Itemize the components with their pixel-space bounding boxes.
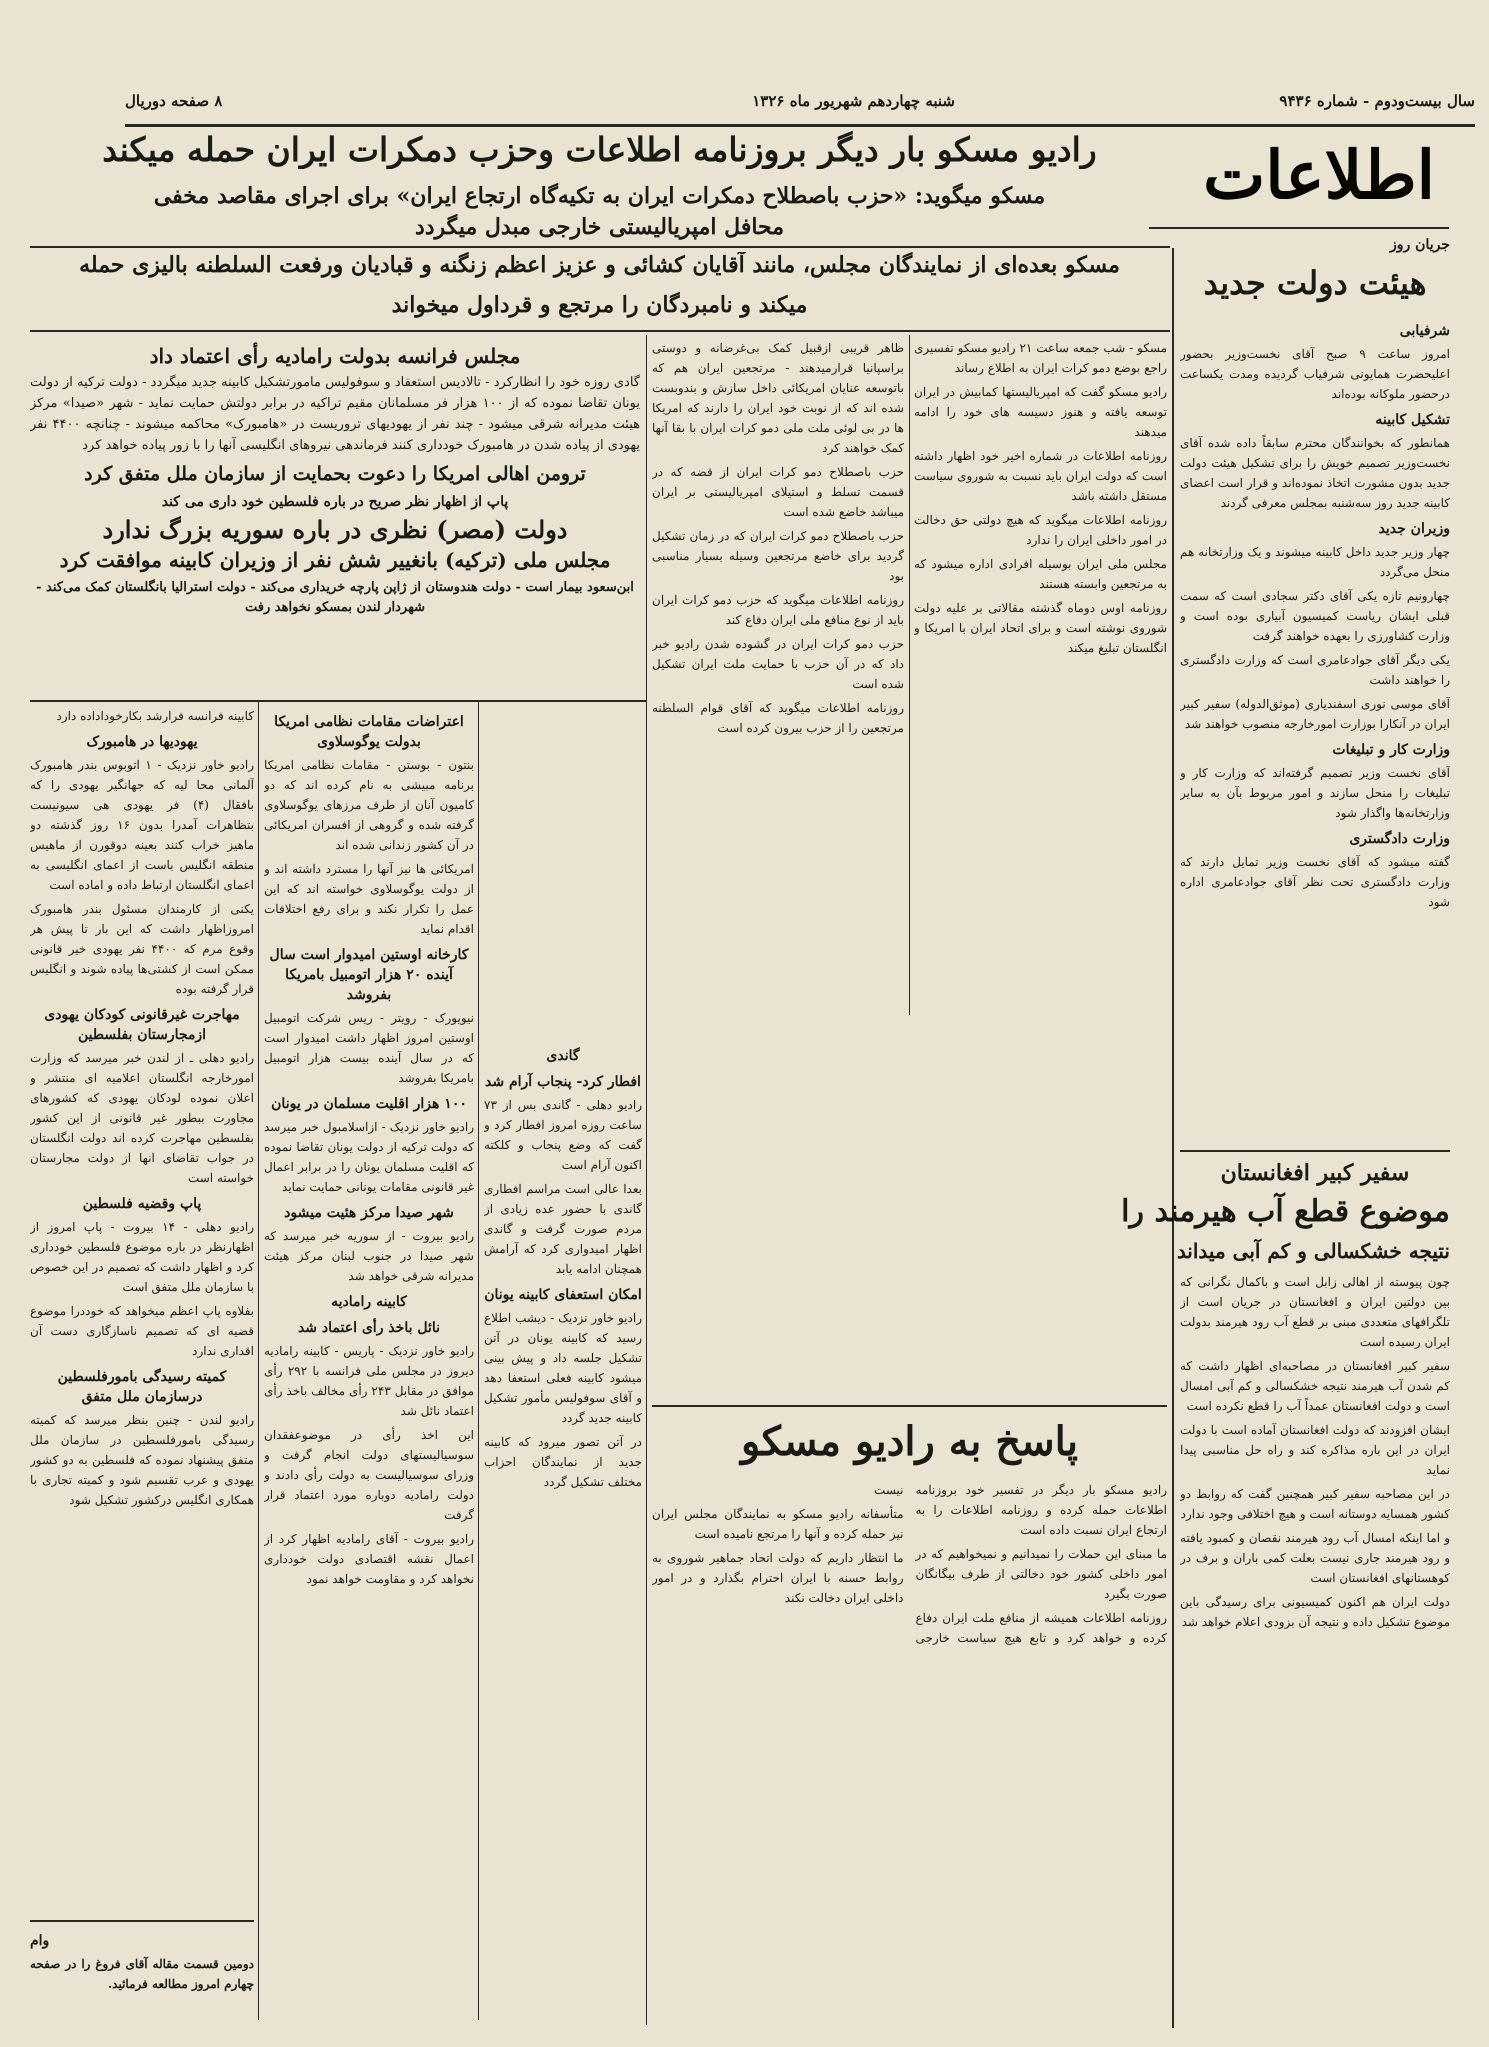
lead-headline: رادیو مسکو بار دیگر بروزنامه اطلاعات وحزب دمکرات ایران حمله میکند [102, 130, 1097, 169]
col-a-box-rule [30, 1920, 254, 1922]
column-rule-a [258, 700, 259, 2020]
right-title: هیئت دولت جدید [1203, 264, 1427, 302]
col-d-para-4: روزنامه اطلاعات میگوید که حزب دمو کرات ایران باید از نوع منافع ملی ایران دفاع کند [652, 593, 904, 627]
page-price: ۸ صفحه دوریال [125, 92, 223, 110]
lead-subhead-3: مسکو بعده‌ای از نمایندگان مجلس، مانند آقایان کشائی و عزیز اعظم زنگنه و قبادیان ورفعت السلطنه بالیزی حمله [79, 252, 1120, 278]
column-rule-e [909, 335, 910, 1015]
logo-rule [1149, 227, 1449, 229]
reply-para-3: روزنامه اطلاعات همیشه از منافع ملت ایران دفاع کرده و خواهد کرد و تابع هیچ سیاست خارجی نیست [874, 1483, 1167, 1645]
col-a-box-title: وام [30, 1933, 50, 1949]
col-b-headline-4: شهر صیدا مرکز هئیت میشود [284, 1205, 454, 1221]
col-e-para-4: روزنامه اطلاعات میگوید که هیچ دولتی حق دخالت در امور داخلی ایران را ندارد [914, 513, 1167, 547]
left-headline-6: ابن‌سعود بیمار است - دولت هندوستان از ژاپن پارچه خریداری می‌کند - دولت استرالیا بانگلستان کمک می‌کند - شهردار لندن بمسکو نخواهد رفت [36, 580, 634, 615]
col-b-headline-2: کارخانه اوستین امیدوار است سال آینده ۲۰ هزار اتومبیل بامریکا بفروشد [269, 947, 469, 1003]
right-sub-3: وزیران جدید [1378, 521, 1450, 537]
col-b-para-8: رادیو بیروت - آقای رامادیه اظهار کرد از اعمال نقشه اقتصادی دولت خودداری نخواهد کرد و مقاومت خواهد نمود [264, 1532, 474, 1586]
reply-rule [652, 1405, 1167, 1407]
lead-subhead-2: محافل امپریالیستی خارجی مبدل میگردد [414, 214, 785, 240]
right-para-2: همانطور که بخوانندگان محترم سابقاً داده‌ شده آقای نخست‌وزیر تصمیم خویش را برای تشکیل هیئت دولت جدید بدون مشورت اتخاذ نموده‌اند و قرار است اعضای کابینه جدید روز سه‌شنبه بمجلس معرفی گردند [1180, 436, 1450, 510]
col-c-para-1: رادیو دهلی - گاندی بس از ۷۳ ساعت روزه امروز افطار کرد و گفت که وضع پنجاب و کلکته اکنون آرام است [484, 1098, 642, 1172]
left-headline-4: دولت (مصر) نظری در باره سوریه بزرگ ندارد [102, 515, 568, 544]
col-e-para-5: مجلس ملی ایران بوسیله افرادی اداره میشود که به مرتجعین وابسته هستند [914, 557, 1167, 591]
col-c-headline-2: افطار کرد- پنجاب آرام شد [485, 1074, 641, 1090]
right-column-label: جریان روز [1390, 237, 1450, 253]
afghan-para-6: دولت ایران هم اکنون کمیسیونی برای رسیدگی باین موضوع تشکیل داده و نتیجه آن بزودی اعلام خواهد شد [1180, 1595, 1450, 1629]
col-a-headline-4: کمیته رسیدگی بامورفلسطین درسازمان ملل متفق [57, 1369, 227, 1405]
reply-body [652, 1480, 1167, 2015]
afghan-para-5: و اما اینکه امسال آب رود هیرمند نقصان و کمبود یافته و رود هیرمند جاری نیست بعلت کمی باران و برف در کوهستانهای افغانستان است [1180, 1531, 1450, 1585]
column-d [652, 338, 904, 1398]
right-para-1: امروز ساعت ۹ صبح آقای نخست‌وزیر بحضور اعلیحضرت همایونی شرفیاب گردیده ومدت یکساعت درحضور ملوکانه بوده‌اند [1180, 347, 1450, 401]
newspaper-logo: اطلاعات [1203, 136, 1435, 214]
col-e-para-6: روزنامه اوس دوماه گذشته مقالاتی بر علیه دولت شوروی نوشته است و برای اتحاد ایران با امریکا و انگلستان تبلیغ میکند [914, 601, 1167, 655]
left-headline-5: مجلس ملی (ترکیه) بانغییر شش نفر از وزیران کابینه موافقت کرد [59, 548, 611, 572]
masthead-rule [125, 124, 1475, 127]
col-a-para-1: رادیو خاور نزدیک - ۱ اتوبوس بندر هامبورک آلمانی محا لیه که جهانگیر یهودی را که بافقال (۴) فر یهودی هی‌ سیونیست بتظاهرات آمدرا بدون ۱۶ روز گذشته دو ماهیز خراب کنند بعینه دوقورن از ماهیس منطقه انگلیس باست از اعمای انگلیسی به اعمای انگلستان ارتباط داده و اماده است [30, 758, 254, 892]
col-b-para-4: رادیو خاور نزدیک - ازاسلامبول خبر میرسد که دولت ترکیه از دولت یونان تقاضا نموده که اقلیت مسلمان یونان را در برابر اعمال غیر قانونی مقامات یونانی حمایت نماید [264, 1120, 474, 1194]
col-a-headline-1: یهودیها در هامبورک [86, 734, 198, 750]
col-d-para-1: ظاهر قریبی ازقبیل کمک بی‌غرضانه و دوستی براسپانیا قرارمیدهند - مرتجعین ایران هم که باتوسعه عنایان امریکائی داخل سازش و بندوبست شده اند که از نوبت خود ایران را دارند که امریکا ها در بی لوئی ملت ملی دمو کرات ایران با بقا آنها کمک خواهند کرد [652, 341, 904, 455]
col-b-headline-1: اعتراضات مقامات نظامی امریکا بدولت یوگوسلاوی [274, 714, 464, 750]
col-c-headline-1: گاندی [546, 1048, 580, 1064]
col-a-para-3: رادیو دهلی ـ از لندن خبر میرسد که وزارت امورخارجه انگلستان اعلامیه ای منتشر و اعلان نموده لودکان یهودی که کشورهای مجاورت ببطور غیر قانونی از این کشور بفلسطین مهاجرت کرده اند دولت انگلستان در جواب تقاضای انها از دولت مجارستان خواسته است [30, 1051, 254, 1185]
right-sub-1: شرفیابی [1399, 323, 1450, 339]
right-para-6: آقای موسی نوری اسفندیاری (موثق‌الدوله) سفیر کبیر ایران در آنکارا بوزارت امورخارجه منصوب خواهند شد [1180, 697, 1450, 731]
right-sub-4: وزارت کار و تبلیغات [1332, 742, 1450, 758]
reply-para-2: ما مبنای این حملات را نمیدانیم و نمیخواهیم که در امور داخلی کشور خود دخالتی از طرف بیگانگان صورت بگیرد [915, 1547, 1167, 1601]
afghan-para-1: چون پیوسته از اهالی زابل است و باکمال نگرانی که بین دولتین ایران و افغانستان در جریان است از تلگرافهای متعددی مبنی بر قطع آب رود هیرمند بدولت ایران رسیده است [1180, 1275, 1450, 1349]
year-number: سال بیست‌ودوم - شماره ۹۴۳۶ [1279, 92, 1475, 110]
col-b-para-3: نیویورک - رویتر - ریس شرکت اتومبیل اوستین امروز اظهار داشت امیدوار است که در سال آینده بیست هزار اتومبیل بامریکا بفروشد [264, 1011, 474, 1085]
left-headline-2: ترومن اهالی امریکا را دعوت بحمایت از سازمان ملل متفق کرد [84, 463, 586, 485]
col-a-para-5: بفلاوه پاپ اعظم میخواهد که خوددرا موضوع قضیه ای که تصمیم ناسازگاری دست آن اقداری ندارد [30, 1304, 254, 1358]
left-headline-3: پاپ از اظهار نظر صریح در باره فلسطین خود داری می کند [161, 494, 509, 510]
reply-title: پاسخ به رادیو مسکو [741, 1418, 1078, 1465]
issue-date: شنبه چهاردهم شهریور ماه ۱۳۲۶ [752, 92, 955, 110]
right-para-8: گفته میشود که آقای نخست وزیر تمایل دارند که وزارت دادگستری تحت نظر آقای جوادعامری اداره شود [1180, 855, 1450, 909]
col-b-headline-3: ۱۰۰ هزار اقلیت مسلمان در یونان [271, 1096, 467, 1112]
col-a-para-4: رادیو دهلی - ۱۴ بیروت - پاپ امروز از اظهارنظر در باره موضوع فلسطین خودداری کرد و اظهار داشت که تصمیم در این خصوص با سازمان ملل متفق است [30, 1220, 254, 1294]
col-c-headline-3: امکان استعفای کابینه یونان [484, 1287, 642, 1303]
left-news-summary: گادی روزه خود را انظارکرد - تالادیس استعفاد و سوفولیس مامورتشکیل کابینه جدید میگردد - دولت ترکیه از دولت یونان تقاضا نموده که از ۱۰۰ هزار فر مسلمانان مقیم تراکیه در برابر دولتش حمایت نماید - شهر «صیدا» مرکز هیئت مدیرانه شرقی میشود - چند نفر از یهودیهای تروریست در «هامبورک» محاکمه میشوند - چنانچه ۴۴۰۰ نفر یهودی از پیاده شدن در هامبورک خودداری کنند فرماندهی نیروهای انگلیسی آنها را با زور پیاده خواهد کرد [30, 375, 640, 453]
col-a-box-text: دومین قسمت مقاله آقای فروغ را در صفحه چهارم امروز مطالعه فرمائید. [30, 1957, 254, 1991]
afghan-rule [1180, 1150, 1450, 1152]
col-b-headline-5: کابینه رامادیه [331, 1294, 407, 1310]
reply-para-4: متأسفانه رادیو مسکو به نمایندگان مجلس ایران نیز حمله کرده و آنها را مرتجع نامیده است [652, 1507, 904, 1541]
afghan-subtitle: نتیجه خشکسالی و کم آبی میداند [1176, 1239, 1450, 1263]
col-b-para-7: این اخذ رأی در موضوعفقدان سوسیالیستهای دولت انجام گرفت و وزرای سوسیالیست به دولت رأی دادند و دولت رامادیه دوباره مورد اعتماد قرار گرفت [264, 1428, 474, 1522]
col-c-para-3: رادیو خاور نزدیک - دیشب اطلاع رسید که کابینه یونان در آتن تشکیل جلسه داد و پیش بینی میشود کابینه فعلی استعفا دهد و آقای سوفولیس مأمور تشکیل کابینه جدید گردد [484, 1311, 642, 1425]
col-b-headline-6: نائل باخذ رأی اعتماد شد [297, 1320, 441, 1336]
right-column-body [1180, 315, 1450, 1135]
col-b-para-5: رادیو بیروت - از سوریه خبر میرسد که شهر صیدا در جنوب لبنان مرکز هیئت مدیرانه شرقی خواهد شد [264, 1229, 474, 1283]
col-e-para-2: رادیو مسکو گفت که امپریالیستها کمابیش در ایران توسعه یافته و هنوز دسیسه های خود را ادامه میدهند [914, 385, 1167, 439]
right-sub-2: تشکیل کابینه [1375, 412, 1450, 428]
afghan-para-4: در این مصاحبه سفیر کبیر همچنین گفت که روابط دو کشور همسایه دوستانه است و هیچ اختلافی وجود ندارد [1180, 1487, 1450, 1521]
col-e-para-1: مسکو - شب جمعه ساعت ۲۱ رادیو مسکو تفسیری راجع بوضع دمو کرات ایران به اطلاع رساند [914, 341, 1167, 375]
column-e [914, 338, 1167, 1398]
afghan-para-3: ایشان افزودند که دولت افغانستان آماده است با دولت ایران در این باره مذاکره کند و راه حل مناسبی پیدا نماید [1180, 1423, 1450, 1477]
afghan-para-2: سفیر کبیر افغانستان در مصاحبه‌ای اظهار داشت که کم شدن آب هیرمند نتیجه خشکسالی و کم آبی امسال است و دولت افغانستان عمداً آب را قطع نکرده است [1180, 1359, 1450, 1413]
column-a [30, 706, 254, 2006]
col-d-para-2: حزب باصطلاح دمو کرات ایران از قضه که در قسمت تسلط و استیلای امپریالیستی بر ایران میباشد خاضع شده است [652, 465, 904, 519]
col-b-para-2: امریکائی ها نیز آنها را مسترد داشته اند و از دولت یوگوسلاوی خواسته اند که این عمل را تکرار نکند و برای رفع اختلافات اقدام نماید [264, 862, 474, 936]
right-sub-5: وزارت دادگستری [1349, 831, 1450, 847]
afghan-title: موضوع قطع آب هیرمند را [1121, 1194, 1450, 1229]
right-para-5: یکی دیگر آقای جوادعامری است که وزارت دادگستری را خواهند داشت [1180, 653, 1450, 687]
col-a-headline-3: پاپ وقضیه فلسطین [82, 1196, 202, 1212]
right-para-4: چهارونیم تازه یکی آقای دکتر سجادی است که سمت قبلی ایشان ریاست کمیسیون آبیاری بوده است و وزارت کشاورزی را بعهده خواهند گرفت [1180, 589, 1450, 643]
col-b-para-1: بنتون - بوستن - مقامات نظامی امریکا برنامه مبیشی به نام کرده اند که دو کامیون آنان از طرف مرزهای یوگوسلاوی گرفته شده و گروهی از افسران امریکائی در آن کشور زندانی شده اند [264, 758, 474, 852]
lead-subhead-4: میکند و نامبردگان را مرتجع و قرداول میخواند [391, 292, 808, 318]
col-a-intro: کابینه فرانسه فرارشد بکارخوداداده دارد [56, 709, 254, 723]
masthead-dateline [125, 92, 1475, 122]
column-rule-right [1172, 248, 1174, 2028]
col-e-para-3: روزنامه اطلاعات در شماره اخیر خود اظهار داشته است که دولت ایران باید نسبت به شوروی سیاست مستقل داشته باشد [914, 449, 1167, 503]
right-para-7: آقای نخست وزیر تصمیم گرفته‌اند که وزارت کار و تبلیغات را منحل سازند و امور مربوط بآن به سایر وزارتخانه‌ها واگذار شود [1180, 766, 1450, 820]
lead-rule-2 [30, 330, 1170, 332]
left-news-block [30, 338, 640, 698]
col-a-para-6: رادیو لندن - چنین بنظر میرسد که کمیته رسیدگی بامورفلسطین در سازمان ملل متفق پیشنهاد نموده که فلسطین به دو کشور یهودی و عرب تقسیم شود و کمیته تجاری با همکاری انگلیس درکشور تشکیل شود [30, 1413, 254, 1507]
column-b [264, 706, 474, 2016]
col-b-para-6: رادیو خاور نزدیک - پاریس - کابینه رامادیه دیروز در مجلس ملی فرانسه با ۲۹۲ رأی موافق در مقابل ۲۴۳ رأی مخالف باخذ رأی اعتماد نائل شد [264, 1344, 474, 1418]
col-d-para-6: روزنامه اطلاعات میگوید که آقای قوام السلطنه مرتجعین را از حزب بیرون کرده است [652, 701, 904, 735]
left-headline-1: مجلس فرانسه بدولت رامادیه رأی اعتماد داد [149, 344, 521, 368]
afghan-body [1180, 1272, 1450, 2017]
column-rule-mid [646, 335, 647, 2025]
lead-rule [30, 246, 1170, 248]
col-a-para-2: یکنی از کارمندان مسئول بندر هامبورک امروزاظهار داشت که این بار تا پیش هر وقوع مرم که ۴۴۰۰ نفر یهودی خیر قانونی ممکن است از کشتی‌ها پیاده شوند و انگلیس قرار گرفته بوده [30, 902, 254, 996]
col-c-para-2: بعدا عالی است مراسم افطاری گاندی با حضور عده زیادی از مردم صورت گرفت و گاندی اظهار امیدواری کرد که آرامش همچنان ادامه یابد [484, 1182, 642, 1276]
col-d-para-3: حزب باصطلاح دمو کرات ایران که در زمان تشکیل گردید برای خاضع مرتجعین وسیله بسیار مناسبی بود [652, 529, 904, 583]
reply-para-5: ما انتظار داریم که دولت اتحاد جماهیر شوروی به روابط حسنه با ایران احترام بگذارد و در امور داخلی ایران دخالت نکند [652, 1551, 904, 1605]
right-para-3: چهار وزیر جدید داخل کابینه میشوند و یک وزارتخانه هم منحل می‌گردد [1180, 545, 1450, 579]
col-a-headline-2: مهاجرت غیرقانونی کودکان یهودی ازمجارستان بفلسطین [44, 1007, 240, 1043]
col-c-para-4: در آتن تصور میرود که کابینه جدید از نمایندگان احزاب مختلف تشکیل گردد [484, 1435, 642, 1489]
afghan-kicker: سفیر کبیر افغانستان [1220, 1160, 1410, 1186]
lead-subhead-1: مسکو میگوید: «حزب باصطلاح دمکرات ایران به تکیه‌گاه ارتجاع ایران» برای اجرای مقاصد مخفی [153, 183, 1046, 209]
reply-para-1: رادیو مسکو بار دیگر در تفسیر خود بروزنامه اطلاعات حمله کرده و روزنامه اطلاعات را به ارتجاع ایران نسبت داده است [915, 1483, 1167, 1537]
column-c [484, 1040, 642, 2015]
column-rule-b [478, 700, 479, 2020]
col-a-box [30, 1925, 254, 2015]
left-block-rule [30, 700, 646, 702]
col-d-para-5: حزب دمو کرات ایران در گشوده شدن رادیو خبر داد که در آن حزب با حمایت ملت ایران تشکیل شده است [652, 637, 904, 691]
